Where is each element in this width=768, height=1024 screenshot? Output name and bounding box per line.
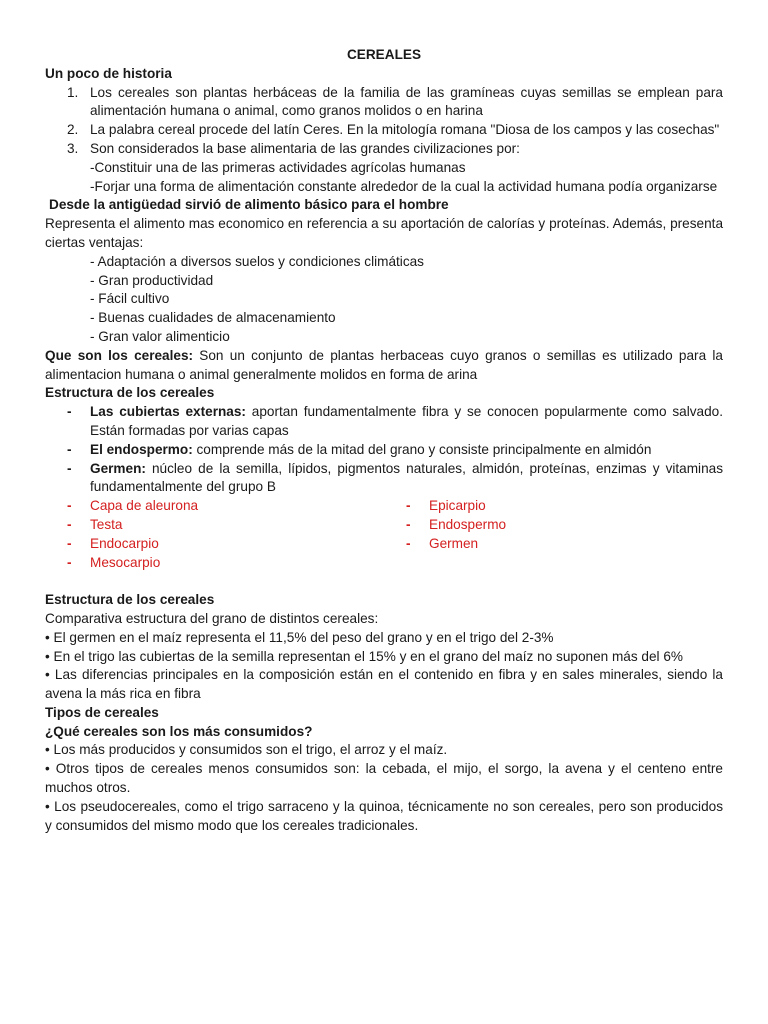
list-item: • El germen en el maíz representa el 11,5% del peso del grano y en el trigo del 2-3%: [45, 629, 554, 645]
list-item: - Endocarpio: [67, 535, 159, 551]
list-item: 1. Los cereales son plantas herbáceas de la familia de las gramíneas cuyas semillas se emplean para alimentación humana o animal, como granos molidos o en harina: [67, 84, 723, 119]
antiguedad-intro: Representa el alimento mas economico en referencia a su aportación de calorías y proteínas. Además, presenta ciertas ventajas:: [45, 216, 723, 250]
list-item: - Testa: [67, 516, 123, 532]
historia-list: [45, 84, 723, 159]
estructura2-intro: Comparativa estructura del grano de distintos cereales:: [45, 610, 379, 626]
antiguedad-heading: Desde la antigüedad sirvió de alimento básico para el hombre: [49, 197, 449, 213]
list-item: - Endospermo: [406, 516, 507, 532]
list-item: • En el trigo las cubiertas de la semilla representan el 15% y en el grano del maíz no suponen más del 6%: [45, 648, 683, 664]
grain-parts-columns: [45, 497, 723, 572]
tipos-heading: Tipos de cereales: [45, 704, 159, 720]
grain-parts-left: [45, 497, 384, 572]
que-son-label: Que son los cereales:: [45, 347, 194, 363]
list-item: - Adaptación a diversos suelos y condiciones climáticas: [90, 253, 424, 269]
tipos-question: ¿Qué cereales son los más consumidos?: [45, 723, 313, 739]
list-item: - Germen: núcleo de la semilla, lípidos, pigmentos naturales, almidón, proteínas, enzimas y vitaminas fundamentalmente del grupo B: [67, 460, 723, 495]
ventajas-list: [45, 253, 723, 347]
list-item: 2. La palabra cereal procede del latín Ceres. En la mitología romana "Diosa de los campos y las cosechas": [67, 122, 720, 138]
list-item: • Los pseudocereales, como el trigo sarraceno y la quinoa, técnicamente no son cereales, pero son producidos y consumidos del mismo modo que los cereales tradicionales.: [45, 798, 723, 833]
list-item: • Otros tipos de cereales menos consumidos son: la cebada, el mijo, el sorgo, la avena y el centeno entre muchos otros.: [45, 761, 723, 796]
list-item: • Los más producidos y consumidos son el trigo, el arroz y el maíz.: [45, 742, 448, 758]
list-item: - Capa de aleurona: [67, 498, 199, 514]
list-item: - Mesocarpio: [67, 554, 161, 570]
estructura-list: [45, 403, 723, 497]
estructura-heading: Estructura de los cereales: [45, 385, 215, 401]
list-item: - Gran productividad: [90, 272, 214, 288]
estructura2-heading: Estructura de los cereales: [45, 592, 215, 608]
list-item: • Las diferencias principales en la composición están en el contenido en fibra y en sales minerales, siendo la avena la más rica en fibra: [45, 667, 723, 702]
list-item: - Fácil cultivo: [90, 291, 170, 307]
list-item: - Germen: [406, 535, 479, 551]
list-item: - Gran valor alimenticio: [90, 328, 230, 344]
historia-heading: Un poco de historia: [45, 65, 172, 81]
historia-sub-item: -Constituir una de las primeras actividades agrícolas humanas: [90, 159, 466, 175]
historia-sub-item: -Forjar una forma de alimentación constante alrededor de la cual la actividad humana podía organizarse: [90, 178, 718, 194]
list-item: 3. Son considerados la base alimentaria de las grandes civilizaciones por:: [67, 140, 520, 156]
list-item: - Buenas cualidades de almacenamiento: [90, 310, 336, 326]
list-item: - El endospermo: comprende más de la mitad del grano y consiste principalmente en almidón: [67, 441, 652, 457]
grain-parts-right: [384, 497, 723, 572]
document-title: CEREALES: [346, 47, 422, 62]
que-son-paragraph: Que son los cereales: Son un conjunto de plantas herbaceas cuyo granos o semillas es utilizado para la alimentacion humana o animal generalmente molidos en forma de arina: [45, 347, 723, 382]
list-item: - Epicarpio: [406, 498, 486, 514]
list-item: - Las cubiertas externas: aportan fundamentalmente fibra y se conocen popularmente como salvado. Están formadas por varias capas: [67, 404, 723, 438]
